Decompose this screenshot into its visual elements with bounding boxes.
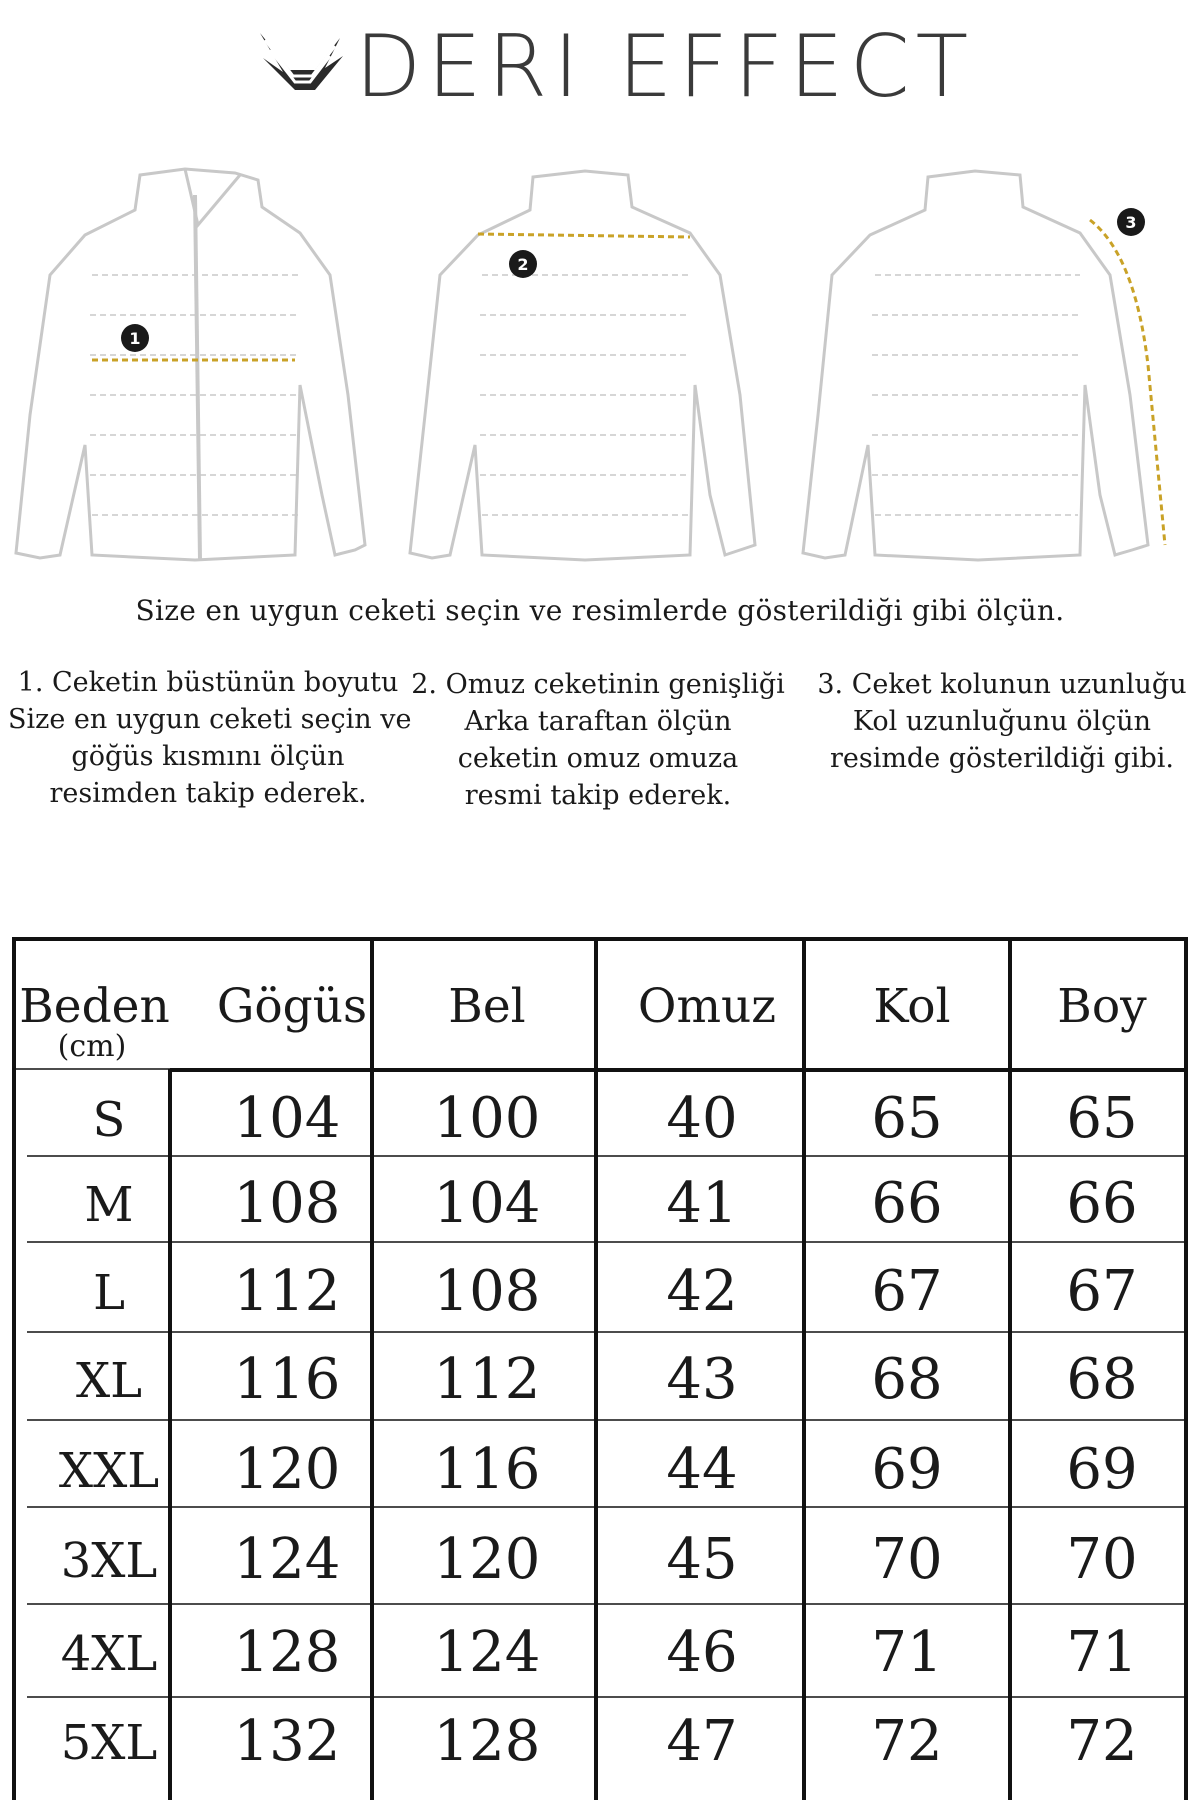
cell-boy: 71 bbox=[1066, 1620, 1138, 1685]
cell-kol: 68 bbox=[871, 1347, 943, 1412]
cell-omuz: 47 bbox=[666, 1709, 738, 1774]
intro-text: Size en uygun ceketi seçin ve resimlerde gösterildiği gibi ölçün. bbox=[135, 594, 1065, 627]
cell-size: 4XL bbox=[60, 1626, 158, 1682]
size-table bbox=[12, 937, 1188, 1800]
cell-kol: 72 bbox=[871, 1709, 943, 1774]
header-beden: Beden bbox=[19, 979, 170, 1034]
cell-boy: 68 bbox=[1066, 1347, 1138, 1412]
cell-gogus: 108 bbox=[233, 1171, 341, 1236]
cell-gogus: 120 bbox=[233, 1437, 341, 1502]
header-bel: Bel bbox=[448, 979, 526, 1034]
cell-boy: 69 bbox=[1066, 1437, 1138, 1502]
header-boy: Boy bbox=[1057, 979, 1147, 1034]
cell-omuz: 46 bbox=[666, 1620, 738, 1685]
cell-omuz: 42 bbox=[666, 1259, 738, 1324]
back-jacket-figure bbox=[410, 171, 755, 560]
cell-kol: 67 bbox=[871, 1259, 943, 1324]
cell-bel: 104 bbox=[433, 1171, 541, 1236]
jacket-illustrations bbox=[0, 165, 1200, 575]
header-omuz: Omuz bbox=[637, 979, 777, 1034]
cell-bel: 124 bbox=[433, 1620, 541, 1685]
sleeve-jacket-figure bbox=[803, 171, 1148, 560]
cell-size: S bbox=[92, 1092, 126, 1148]
instruction-chest bbox=[8, 664, 412, 812]
cell-omuz: 43 bbox=[666, 1347, 738, 1412]
instruction-line: Arka taraftan ölçün bbox=[464, 706, 732, 737]
header-gogus: Gögüs bbox=[216, 979, 368, 1034]
shoulder-measure-line bbox=[478, 234, 690, 237]
instruction-sleeve bbox=[802, 666, 1200, 777]
cell-kol: 65 bbox=[871, 1086, 943, 1151]
instruction-shoulder bbox=[398, 666, 798, 814]
eagle-logo-icon bbox=[255, 28, 350, 108]
cell-bel: 120 bbox=[433, 1527, 541, 1592]
cell-size: 3XL bbox=[60, 1533, 158, 1589]
marker-1-label: 1 bbox=[129, 329, 141, 348]
instruction-line: 2. Omuz ceketinin genişliği bbox=[411, 669, 785, 700]
cell-size: 5XL bbox=[60, 1715, 158, 1771]
cell-gogus: 112 bbox=[233, 1259, 341, 1324]
instruction-line: 3. Ceket kolunun uzunluğu bbox=[817, 669, 1187, 700]
cell-size: M bbox=[84, 1177, 134, 1233]
cell-boy: 67 bbox=[1066, 1259, 1138, 1324]
cell-bel: 116 bbox=[433, 1437, 541, 1502]
cell-boy: 72 bbox=[1066, 1709, 1138, 1774]
header-kol: Kol bbox=[873, 979, 951, 1034]
cell-bel: 100 bbox=[433, 1086, 541, 1151]
brand-name: DERI EFFECT bbox=[355, 17, 975, 117]
instruction-line: ceketin omuz omuza bbox=[457, 743, 739, 774]
cell-gogus: 116 bbox=[233, 1347, 341, 1412]
instruction-line: resimden takip ederek. bbox=[49, 778, 367, 809]
cell-omuz: 40 bbox=[666, 1086, 738, 1151]
instruction-line: 1. Ceketin büstünün boyutu bbox=[17, 667, 399, 698]
cell-kol: 71 bbox=[871, 1620, 943, 1685]
front-jacket-figure bbox=[16, 169, 365, 560]
brand-logo bbox=[255, 17, 975, 118]
cell-omuz: 44 bbox=[666, 1437, 738, 1502]
cell-boy: 66 bbox=[1066, 1171, 1138, 1236]
cell-gogus: 124 bbox=[233, 1527, 341, 1592]
cell-bel: 108 bbox=[433, 1259, 541, 1324]
cell-boy: 70 bbox=[1066, 1527, 1138, 1592]
header-unit: (cm) bbox=[57, 1029, 127, 1064]
instruction-line: resmi takip ederek. bbox=[464, 780, 732, 811]
cell-size: XL bbox=[75, 1353, 143, 1409]
marker-3-label: 3 bbox=[1125, 213, 1137, 232]
cell-bel: 112 bbox=[433, 1347, 541, 1412]
cell-kol: 66 bbox=[871, 1171, 943, 1236]
instruction-line: Size en uygun ceketi seçin ve bbox=[8, 704, 412, 735]
cell-bel: 128 bbox=[433, 1709, 541, 1774]
cell-gogus: 132 bbox=[233, 1709, 341, 1774]
instruction-line: resimde gösterildiği gibi. bbox=[829, 743, 1175, 774]
cell-kol: 69 bbox=[871, 1437, 943, 1502]
instruction-line: Kol uzunluğunu ölçün bbox=[852, 706, 1152, 737]
instruction-line: göğüs kısmını ölçün bbox=[71, 741, 345, 772]
cell-omuz: 41 bbox=[666, 1171, 738, 1236]
marker-2-label: 2 bbox=[517, 255, 529, 274]
cell-kol: 70 bbox=[871, 1527, 943, 1592]
cell-gogus: 128 bbox=[233, 1620, 341, 1685]
cell-omuz: 45 bbox=[666, 1527, 738, 1592]
cell-boy: 65 bbox=[1066, 1086, 1138, 1151]
cell-size: XXL bbox=[58, 1443, 160, 1499]
cell-size: L bbox=[93, 1265, 125, 1321]
cell-gogus: 104 bbox=[233, 1086, 341, 1151]
